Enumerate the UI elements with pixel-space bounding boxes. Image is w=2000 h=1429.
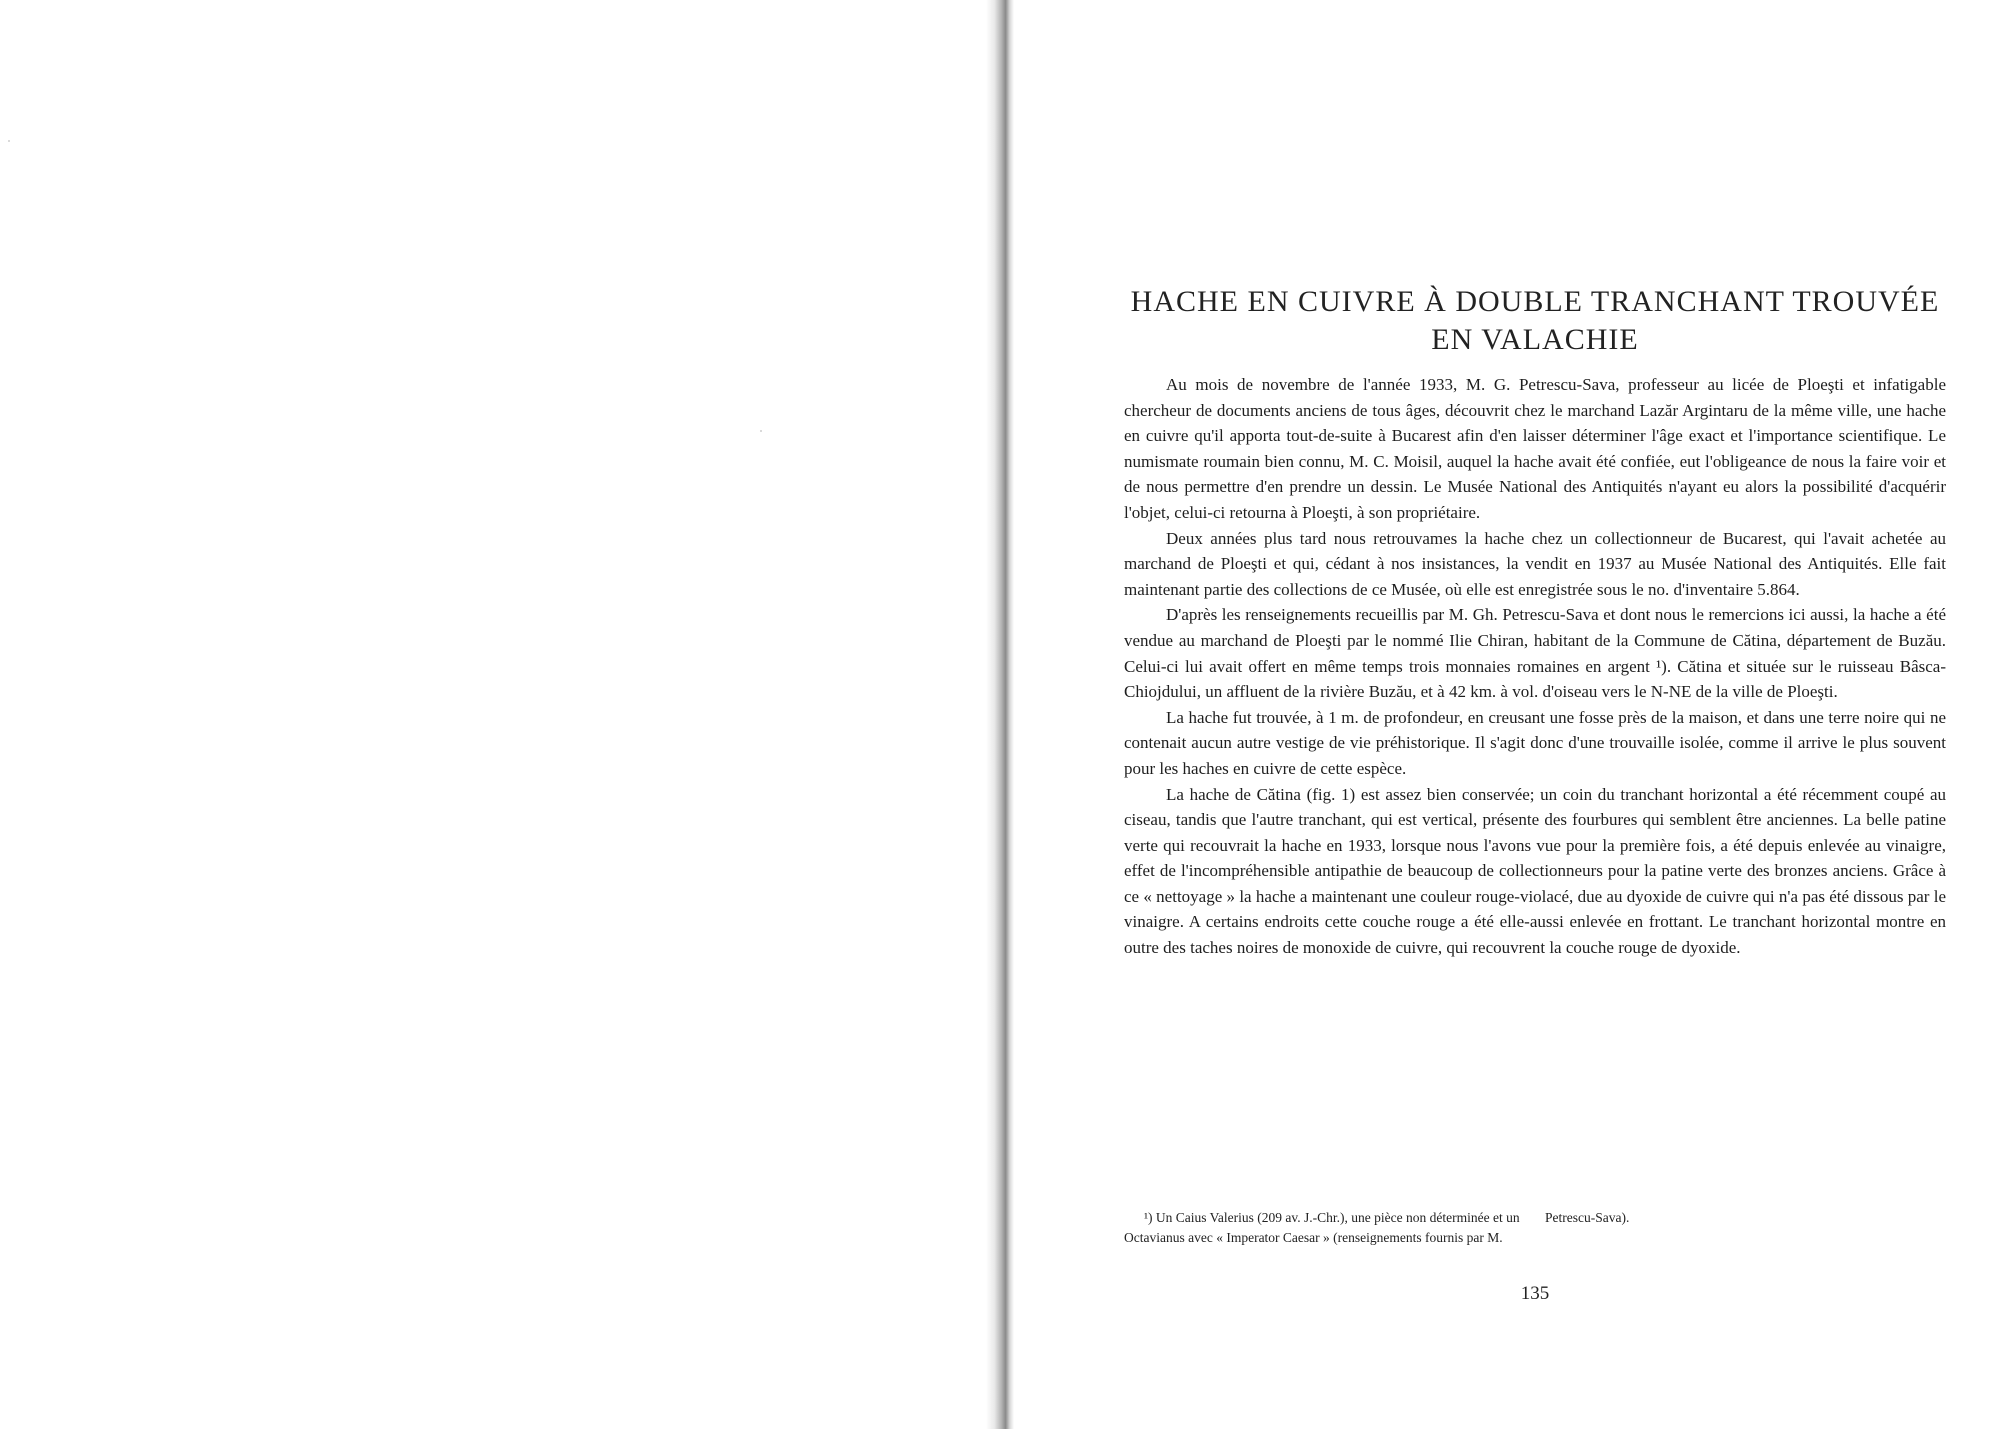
body-paragraph-2: Deux années plus tard nous retrouvames la hache chez un collectionneur de Bucarest, qui l'avait achetée au marchand de Ploeşti et qui, cédant à nos insistances, la vendit en 1937 au Musée National des Antiquités. Elle fait maintenant partie des collections de ce Musée, où elle est enregistrée sous le no. d'inventaire 5.864. [1124, 528, 1946, 599]
body-paragraph-1: Au mois de novembre de l'année 1933, M. G. Petrescu-Sava, professeur au licée de Ploeşti et infatigable chercheur de documents anciens de tous âges, découvrit chez le marchand Lazăr Argintaru de la même ville, une hache en cuivre qu'il apporta tout-de-suite à Bucarest afin d'en laisser déterminer l'âge exact et l'importance scientifique. Le numismate roumain bien connu, M. C. Moisil, auquel la hache avait été confiée, eut l'obligeance de nous la faire voir et de nous permettre d'en prendre un dessin. Le Musée National des Antiquités n'ayant eu alors la possibilité d'acquérir l'objet, celui-ci retourna à Ploeşti, à son propriétaire. [1124, 375, 1946, 522]
book-gutter [986, 0, 1014, 1429]
article-title-line-2: EN VALACHIE [1431, 323, 1639, 356]
right-page [1014, 0, 2000, 1429]
paper-speck [760, 430, 762, 432]
article-title [1124, 283, 1946, 359]
body-paragraph-4: La hache fut trouvée, à 1 m. de profondeur, en creusant une fosse près de la maison, et dans une terre noire qui ne contenait aucun autre vestige de vie préhistorique. Il s'agit donc d'une trouvaille isolée, comme il arrive le plus souvent pour les haches en cuivre de cette espèce. [1124, 707, 1946, 778]
article-title-line-1: HACHE EN CUIVRE À DOUBLE TRANCHANT TROUVÉE [1130, 285, 1940, 318]
left-page-blank [0, 0, 986, 1429]
body-paragraph-5: La hache de Cătina (fig. 1) est assez bien conservée; un coin du tranchant horizontal a été récemment coupé au ciseau, tandis que l'autre tranchant, qui est vertical, présente des fourbures qui semblent être anciennes. La belle patine verte qui recouvrait la hache en 1933, lorsque nous l'avons vue pour la première fois, a été depuis enlevée au vinaigre, effet de l'incompréhensible antipathie de beaucoup de collectionneurs pour la patine verte des bronzes anciens. Grâce à ce « nettoyage » la hache a maintenant une couleur rouge-violacé, due au dyoxide de cuivre qui n'a pas été dissous par le vinaigre. A certains endroits cette couche rouge a été elle-aussi enlevée en frottant. Le tranchant horizontal montre en outre des taches noires de monoxide de cuivre, qui recouvrent la couche rouge de dyoxide. [1124, 784, 1946, 958]
footnote-text: ¹) Un Caius Valerius (209 av. J.-Chr.), une pièce non déterminée et un Octavianus avec « Imperator Caesar » (renseignements fournis par M. Petrescu-Sava). [1124, 1210, 1630, 1245]
paper-speck [8, 140, 10, 142]
footnote [1124, 1208, 1946, 1248]
page-number: 135 [1520, 1283, 1550, 1304]
body-paragraph-3: D'après les renseignements recueillis par M. Gh. Petrescu-Sava et dont nous le remercions ici aussi, la hache a été vendue au marchand de Ploeşti par le nommé Ilie Chiran, habitant de la Commune de Cătina, département de Buzău. Celui-ci lui avait offert en même temps trois monnaies romaines en argent ¹). Cătina et située sur le ruisseau Bâsca-Chiojdului, un affluent de la rivière Buzău, et à 42 km. à vol. d'oiseau vers le N-NE de la ville de Ploeşti. [1124, 605, 1946, 702]
article-body [1124, 372, 1946, 961]
